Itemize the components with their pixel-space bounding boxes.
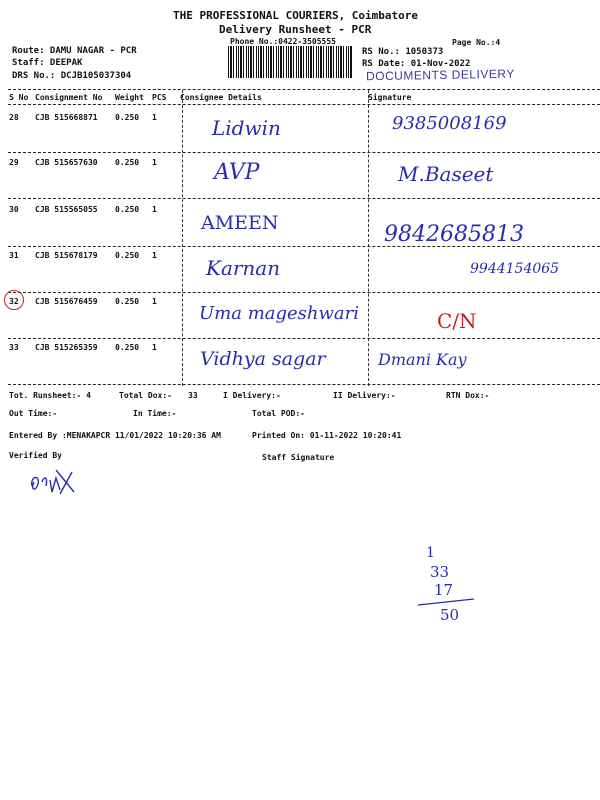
- row-divider: [8, 292, 600, 293]
- row-consignment: CJB 515668871: [35, 113, 98, 122]
- total-pod: Total POD:-: [252, 409, 305, 418]
- col-consignment: Consignment No: [35, 93, 103, 102]
- verified-signature: [26, 462, 86, 498]
- row-sno: 32: [9, 297, 19, 306]
- tally-line-3: 17: [434, 581, 454, 599]
- table-bottom-rule: [8, 384, 600, 385]
- row-sno: 33: [9, 343, 19, 352]
- header-rule-top: [8, 89, 600, 90]
- col-weight: Weight: [115, 93, 144, 102]
- row-consignee: AVP: [214, 160, 260, 185]
- row-weight: 0.250: [115, 113, 140, 122]
- row-weight: 0.250: [115, 251, 140, 260]
- tally-total: 50: [440, 606, 460, 624]
- staff-label: Staff: DEEPAK: [12, 58, 83, 68]
- row-pcs: 1: [152, 205, 157, 214]
- total-dox-value: 33: [188, 391, 198, 400]
- row-signature: M.Baseet: [398, 162, 494, 186]
- row-pcs: 1: [152, 297, 157, 306]
- rtn-dox: RTN Dox:-: [446, 391, 490, 400]
- row-pcs: 1: [152, 251, 157, 260]
- row-weight: 0.250: [115, 343, 140, 352]
- row-sno: 29: [9, 158, 19, 167]
- rs-number: RS No.: 1050373: [362, 47, 444, 57]
- row-consignee: Karnan: [206, 256, 281, 280]
- row-consignee: AMEEN: [201, 212, 279, 234]
- row-weight: 0.250: [115, 158, 140, 167]
- row-consignee: Vidhya sagar: [200, 348, 326, 370]
- row-divider: [8, 198, 600, 199]
- company-name: THE PROFESSIONAL COURIERS, Coimbatore: [173, 9, 419, 22]
- row-pcs: 1: [152, 343, 157, 352]
- column-divider: [368, 90, 369, 386]
- row-consignee: Uma mageshwari: [199, 303, 359, 324]
- row-consignment: CJB 515676459: [35, 297, 98, 306]
- row-pcs: 1: [152, 158, 157, 167]
- row-signature: Dmani Kay: [378, 350, 467, 369]
- page-number: Page No.:4: [452, 38, 501, 47]
- page-title: Delivery Runsheet - PCR: [219, 23, 372, 36]
- verified-by: Verified By: [9, 451, 62, 460]
- row-sno: 31: [9, 251, 19, 260]
- row-consignment: CJB 515265359: [35, 343, 98, 352]
- total-dox-label: Total Dox:-: [119, 391, 172, 400]
- row-divider: [8, 152, 600, 153]
- ii-delivery: II Delivery:-: [333, 391, 396, 400]
- out-time: Out Time:-: [9, 409, 58, 418]
- header-rule-bottom: [8, 104, 600, 105]
- drs-number: DRS No.: DCJB105037304: [12, 71, 132, 81]
- row-consignee: Lidwin: [212, 116, 281, 140]
- row-pcs: 1: [152, 113, 157, 122]
- tally-line-1: 1: [426, 545, 435, 561]
- col-signature: Signature: [368, 93, 412, 102]
- i-delivery: I Delivery:-: [223, 391, 281, 400]
- row-signature: C/N: [437, 309, 477, 333]
- row-sno: 30: [9, 205, 19, 214]
- row-consignment: CJB 515565055: [35, 205, 98, 214]
- rs-date: RS Date: 01-Nov-2022: [362, 59, 471, 69]
- in-time: In Time:-: [133, 409, 177, 418]
- column-divider: [182, 90, 183, 386]
- col-consignee: Consignee Details: [180, 93, 262, 102]
- entered-by: Entered By :MENAKAPCR 11/01/2022 10:20:36 AM: [9, 431, 221, 440]
- row-sno: 28: [9, 113, 19, 122]
- barcode: [228, 46, 352, 78]
- row-signature: 9944154065: [470, 261, 560, 277]
- staff-signature: Staff Signature: [262, 453, 335, 462]
- row-consignment: CJB 515678179: [35, 251, 98, 260]
- row-signature: 9385008169: [392, 113, 507, 134]
- total-runsheet: Tot. Runsheet:- 4: [9, 391, 91, 400]
- tally-line-2: 33: [430, 563, 450, 581]
- row-consignment: CJB 515657630: [35, 158, 98, 167]
- phone-number: Phone No.:0422-3505555: [230, 37, 336, 46]
- row-weight: 0.250: [115, 297, 140, 306]
- documents-delivery-stamp: DOCUMENTS DELIVERY: [365, 66, 515, 84]
- route-label: Route: DAMU NAGAR - PCR: [12, 46, 137, 56]
- row-divider: [8, 338, 600, 339]
- col-sno: S No: [9, 93, 29, 102]
- row-weight: 0.250: [115, 205, 140, 214]
- col-pcs: PCS: [152, 93, 167, 102]
- row-signature: 9842685813: [384, 222, 524, 247]
- row-divider: [8, 246, 600, 247]
- printed-on: Printed On: 01-11-2022 10:20:41: [252, 431, 402, 440]
